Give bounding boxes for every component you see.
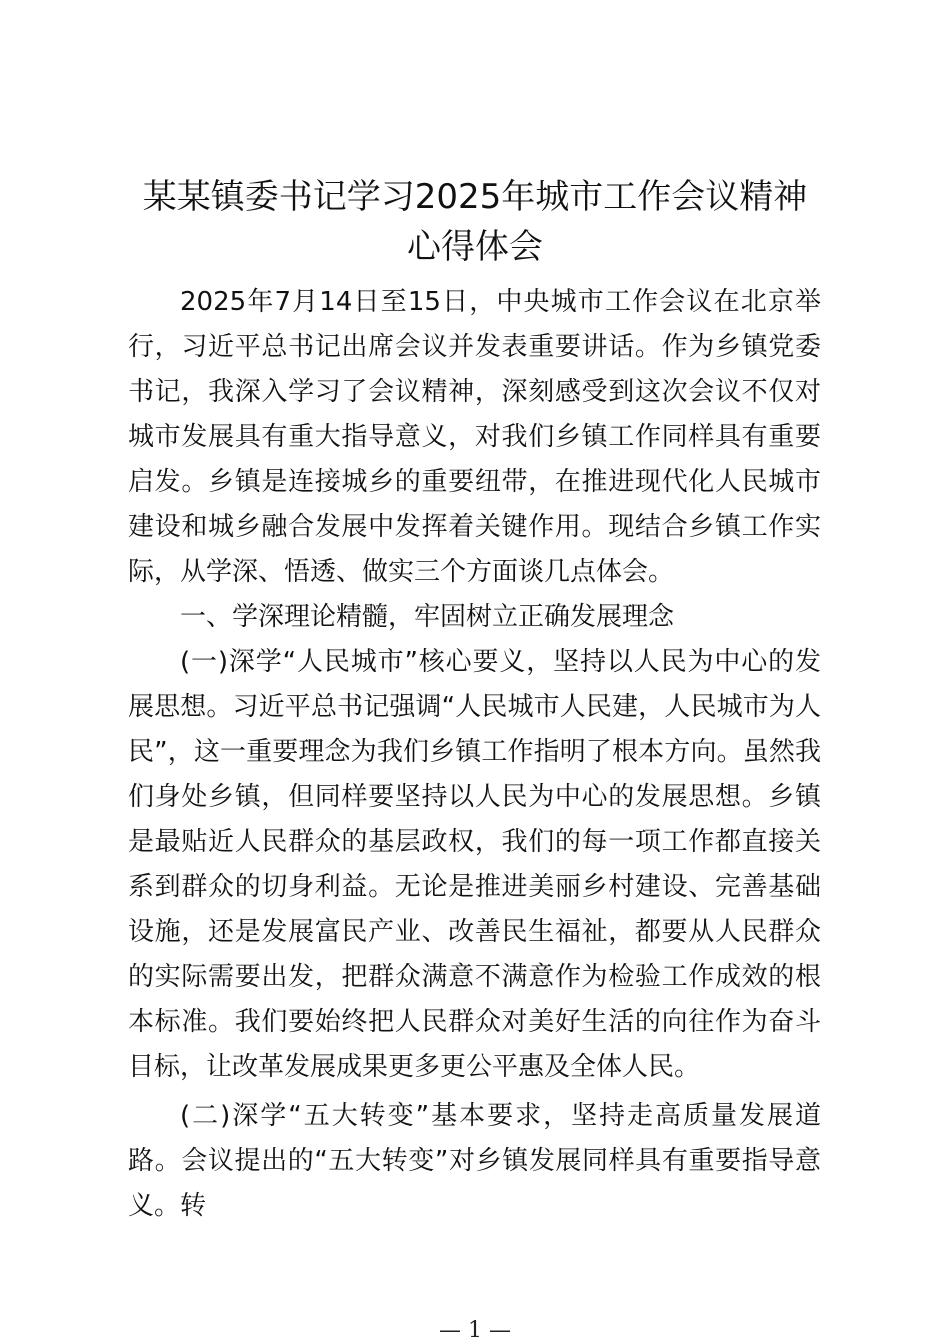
document-title xyxy=(120,172,830,272)
section-heading-1: 一、学深理论精髓，牢固树立正确发展理念 xyxy=(180,602,675,632)
title-line-1: 某某镇委书记学习2025年城市工作会议精神 xyxy=(142,177,808,217)
paragraph-intro: 2025年7月14日至15日，中央城市工作会议在北京举行，习近平总书记出席会议并发表重要讲话。作为乡镇党委书记，我深入学习了会议精神，深刻感受到这次会议不仅对城市发展具有重大指导意义，对我们乡镇工作同样具有重要启发。乡镇是连接城乡的重要纽带，在推进现代化人民城市建设和城乡融合发展中发挥着关键作用。现结合乡镇工作实际，从学深、悟透、做实三个方面谈几点体会。 xyxy=(128,287,821,587)
page-number: — 1 — xyxy=(439,1318,511,1343)
paragraph-point-2: (二)深学“五大转变”基本要求，坚持走高质量发展道路。会议提出的“五大转变”对乡镇发展同样具有重要指导意义。转 xyxy=(128,1101,821,1221)
paragraph-point-1: (一)深学“人民城市”核心要义，坚持以人民为中心的发展思想。习近平总书记强调“人民城市人民建，人民城市为人民”，这一重要理念为我们乡镇工作指明了根本方向。虽然我们身处乡镇，但同样要坚持以人民为中心的发展思想。乡镇是最贴近人民群众的基层政权，我们的每一项工作都直接关系到群众的切身利益。无论是推进美丽乡村建设、完善基础设施，还是发展富民产业、改善民生福祉，都要从人民群众的实际需要出发，把群众满意不满意作为检验工作成效的根本标准。我们要始终把人民群众对美好生活的向往作为奋斗目标，让改革发展成果更多更公平惠及全体人民。 xyxy=(128,647,821,1082)
document-body xyxy=(128,280,821,1229)
title-line-2: 心得体会 xyxy=(407,227,543,267)
